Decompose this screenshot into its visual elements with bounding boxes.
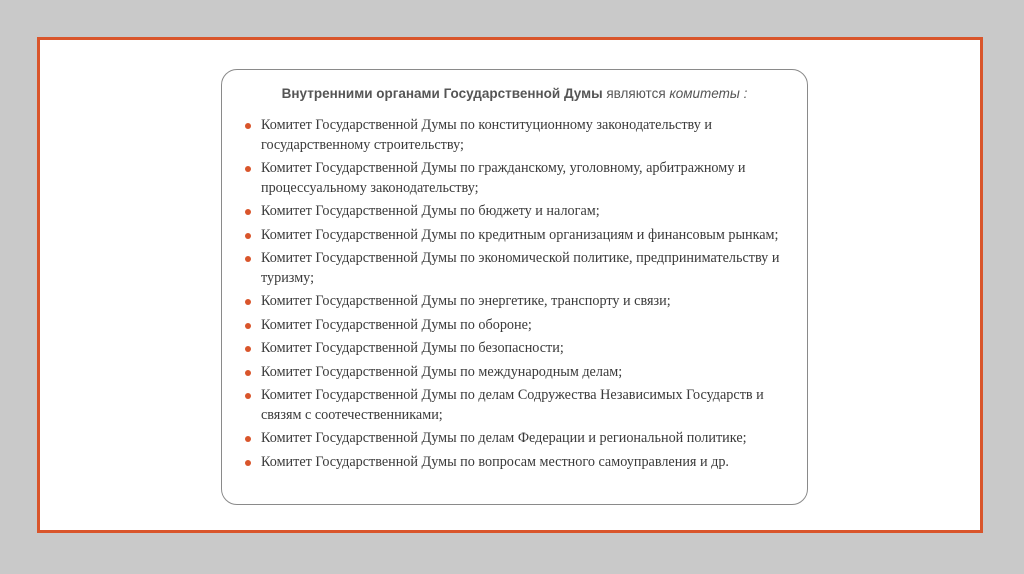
bullet-icon bbox=[245, 323, 251, 329]
bullet-icon bbox=[245, 460, 251, 466]
bullet-icon bbox=[245, 123, 251, 129]
list-item bbox=[242, 316, 789, 336]
list-item-text: Комитет Государственной Думы по делам Федерации и региональной политике; bbox=[261, 430, 747, 446]
list-item bbox=[242, 453, 789, 473]
list-item-text: Комитет Государственной Думы по гражданскому, уголовному, арбитражному и процессуальному законодательству; bbox=[261, 160, 746, 196]
list-item-text: Комитет Государственной Думы по экономической политике, предпринимательству и туризму; bbox=[261, 250, 780, 286]
list-item bbox=[242, 116, 789, 155]
list-item-text: Комитет Государственной Думы по вопросам местного самоуправления и др. bbox=[261, 453, 729, 470]
bullet-icon bbox=[245, 256, 251, 262]
committee-list bbox=[242, 116, 789, 476]
list-item-text: Комитет Государственной Думы по делам Содружества Независимых Государств и связям с соотечественниками; bbox=[261, 387, 764, 423]
heading-italic: комитеты : bbox=[669, 86, 748, 101]
list-item-text: Комитет Государственной Думы по обороне; bbox=[261, 316, 532, 333]
list-item bbox=[242, 429, 789, 449]
list-item bbox=[242, 226, 789, 246]
bullet-icon bbox=[245, 393, 251, 399]
bullet-icon bbox=[245, 209, 251, 215]
card-heading bbox=[222, 86, 807, 101]
heading-bold: Внутренними органами Государственной Думы bbox=[281, 86, 603, 101]
bullet-icon bbox=[245, 299, 251, 305]
list-item bbox=[242, 159, 789, 198]
bullet-icon bbox=[245, 436, 251, 442]
list-item bbox=[242, 249, 789, 288]
list-item bbox=[242, 292, 789, 312]
bullet-icon bbox=[245, 233, 251, 239]
slide bbox=[37, 37, 983, 533]
bullet-icon bbox=[245, 346, 251, 352]
list-item-text: Комитет Государственной Думы по кредитным организациям и финансовым рынкам; bbox=[261, 226, 779, 243]
list-item-text: Комитет Государственной Думы по бюджету и налогам; bbox=[261, 203, 600, 219]
list-item bbox=[242, 363, 789, 383]
list-item-text: Комитет Государственной Думы по конституционному законодательству и государственному строительству; bbox=[261, 117, 712, 153]
list-item bbox=[242, 202, 789, 222]
bullet-icon bbox=[245, 166, 251, 172]
list-item-text: Комитет Государственной Думы по безопасности; bbox=[261, 340, 564, 356]
list-item bbox=[242, 386, 789, 425]
list-item-text: Комитет Государственной Думы по энергетике, транспорту и связи; bbox=[261, 293, 671, 309]
bullet-icon bbox=[245, 370, 251, 376]
heading-normal: являются bbox=[602, 86, 670, 101]
committees-card bbox=[221, 69, 808, 505]
list-item-text: Комитет Государственной Думы по международным делам; bbox=[261, 363, 623, 380]
list-item bbox=[242, 339, 789, 359]
